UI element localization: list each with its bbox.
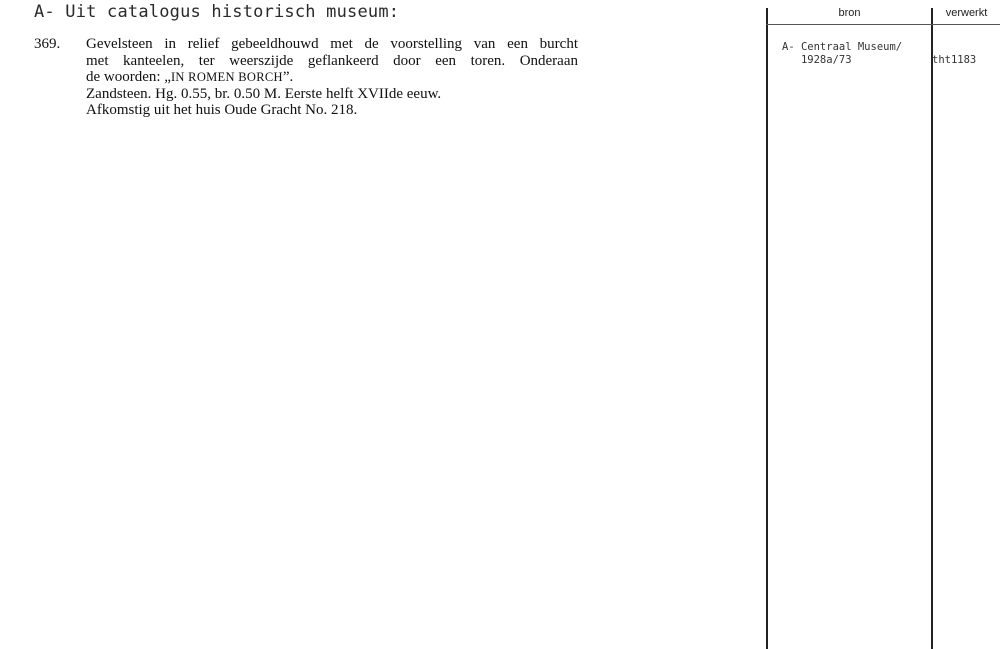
card-heading: A- Uit catalogus historisch museum: — [34, 2, 400, 22]
entry-line-3-prefix: de woorden: „ — [86, 69, 171, 85]
source-line-2: 1928a/73 — [782, 54, 852, 66]
entry-line-3-suffix: ”. — [282, 69, 294, 85]
entry-line-2: met kanteelen, ter weerszijde geflankeerd door een toren. Onderaan — [86, 52, 578, 69]
inscription-text: IN ROMEN BORCH — [170, 70, 283, 84]
column-header-verwerkt: verwerkt — [945, 7, 988, 19]
column-divider-middle — [931, 8, 933, 649]
processed-code: tht1183 — [932, 54, 977, 66]
entry-line-1: Gevelsteen in relief gebeeldhouwd met de voorstelling van een burcht — [86, 36, 578, 52]
column-divider-left — [766, 8, 768, 649]
column-header-bron: bron — [838, 7, 861, 19]
entry-number: 369. — [34, 36, 61, 52]
entry-description — [86, 36, 578, 119]
entry-line-3 — [86, 69, 578, 86]
column-header-rule — [766, 24, 1000, 25]
source-reference — [782, 41, 902, 67]
entry-line-5: Afkomstig uit het huis Oude Gracht No. 218. — [86, 102, 358, 118]
entry-line-4: Zandsteen. Hg. 0.55, br. 0.50 M. Eerste helft XVIIde eeuw. — [86, 85, 442, 102]
source-line-1: A- Centraal Museum/ — [782, 41, 903, 53]
